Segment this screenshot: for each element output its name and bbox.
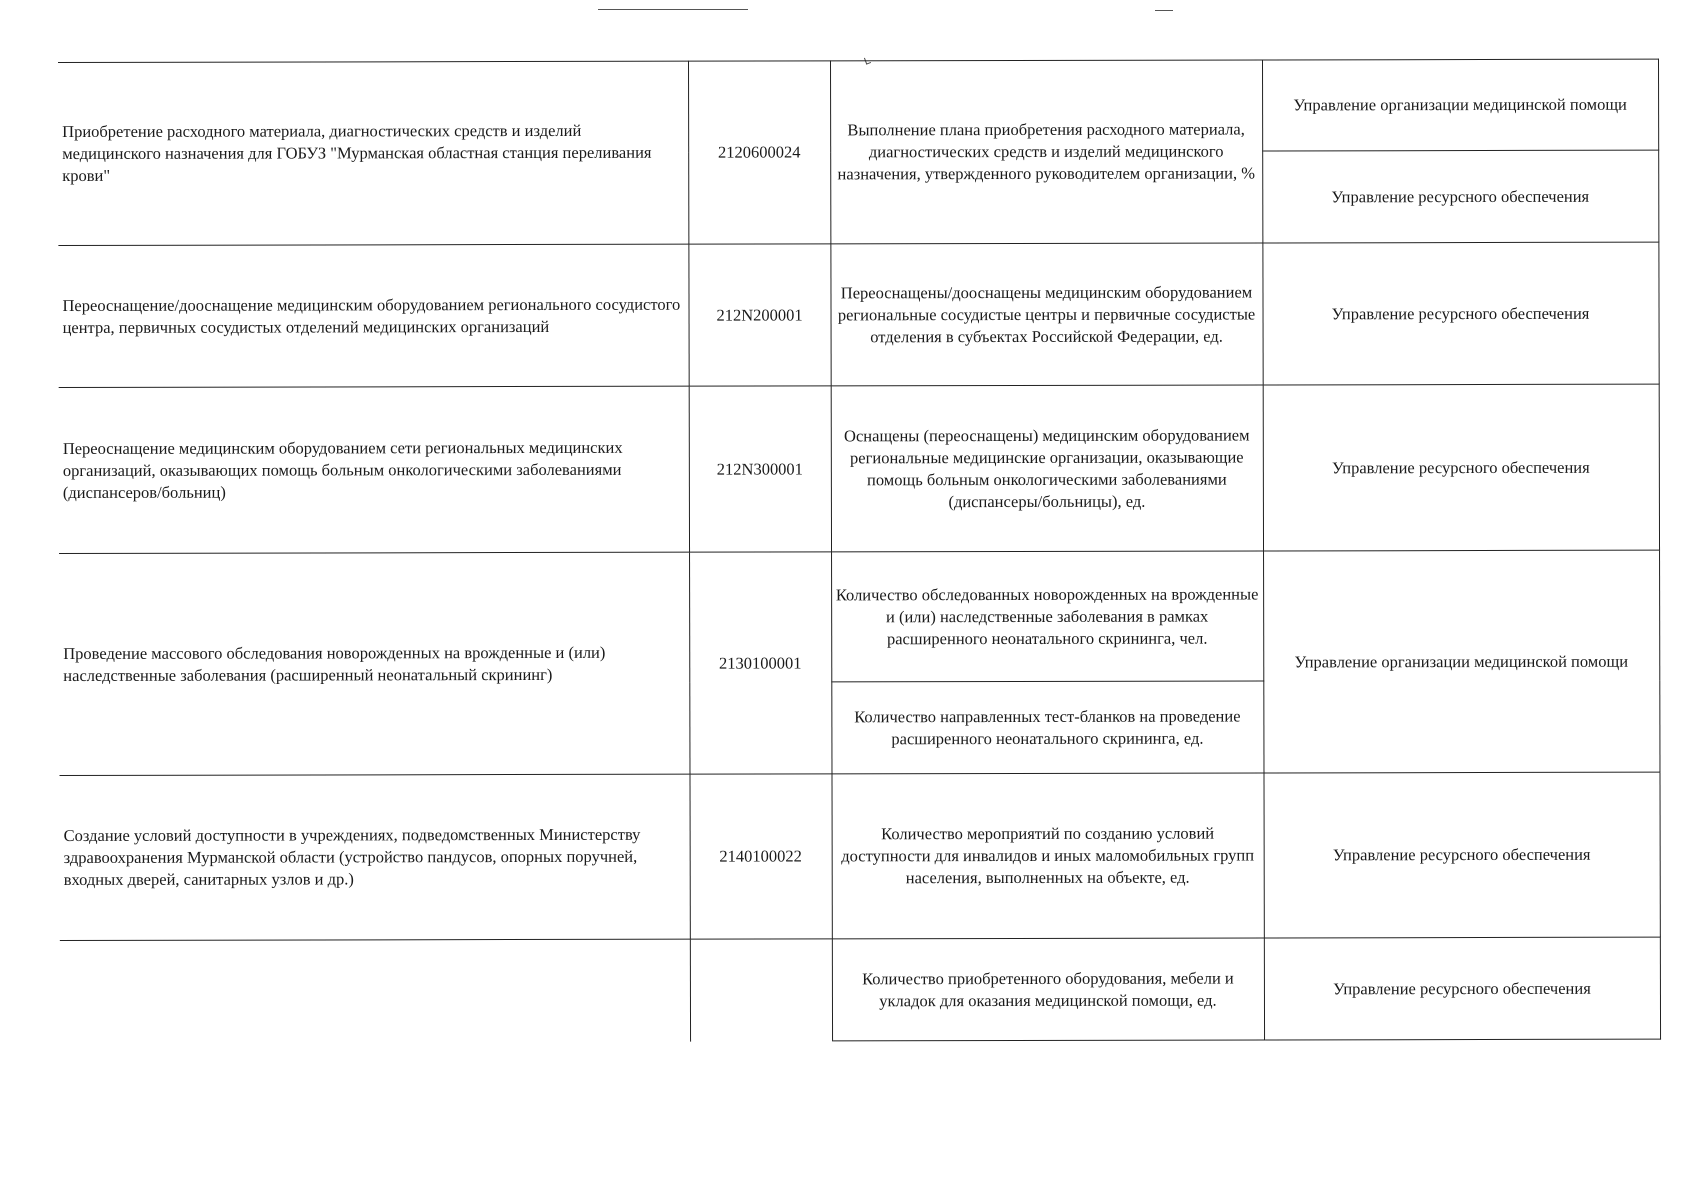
measure-name: Переоснащение медицинским оборудованием сети региональных медицинских организаций, оказывающих помощь больным онкологическими заболеваниями (диспансеров/больниц) [59,386,689,553]
measure-name: Проведение массового обследования новорожденных на врожденные и (или) наследственные заболевания (расширенный неонатальный скрининг) [59,552,689,775]
measure-code: 2120600024 [688,61,830,244]
measure-name: Переоснащение/дооснащение медицинским оборудованием регионального сосудистого центра, первичных сосудистых отделений медицинских организаций [58,244,688,387]
responsible-org: Управление организации медицинской помощи [1263,550,1659,773]
table-row [59,550,1659,683]
table-row [59,384,1659,553]
measure-code: 2130100001 [689,552,831,774]
responsible-org: Управление ресурсного обеспечения [1262,242,1658,385]
measure-code: 2140100022 [689,774,831,939]
measures-table [58,59,1661,1043]
measure-code [690,939,832,1041]
responsible-org: Управление ресурсного обеспечения [1262,150,1658,243]
scan-artifact [1155,10,1173,11]
table-row [58,242,1658,387]
table-row [58,59,1658,153]
measure-code: 212N200001 [688,244,830,386]
responsible-org: Управление организации медицинской помощи [1262,59,1658,151]
indicator-cell: Оснащены (переоснащены) медицинским оборудованием региональные медицинские организации, оказывающие помощь больным онкологическими заболеваниями (диспансеры/больницы), ед. [831,385,1263,552]
indicator-cell: Выполнение плана приобретения расходного материала, диагностических средств и изделий медицинского назначения, утвержденного руководителем организации, % [830,60,1262,244]
responsible-org: Управление ресурсного обеспечения [1263,384,1659,551]
indicator-cell: Переоснащены/дооснащены медицинским оборудованием региональные сосудистые центры и первичные сосудистые отделения в субъектах Российской Федерации, ед. [830,243,1262,386]
measure-name: Создание условий доступности в учреждениях, подведомственных Министерству здравоохранения Мурманской области (устройство пандусов, опорных поручней, входных дверей, санитарных узлов и др.) [59,774,689,940]
measure-name: Приобретение расходного материала, диагностических средств и изделий медицинского назначения для ГОБУЗ "Мурманская областная станция переливания крови" [58,61,688,245]
indicator-cell: Количество приобретенного оборудования, мебели и укладок для оказания медицинской помощи, ед. [832,938,1264,1041]
table-row [59,772,1659,940]
measure-code: 212N300001 [689,386,831,552]
responsible-org: Управление ресурсного обеспечения [1264,937,1660,1040]
indicator-cell: Количество обследованных новорожденных на врожденные и (или) наследственные заболевания в рамках расширенного неонатального скрининга, чел. [831,551,1263,682]
measure-name [60,939,690,1042]
indicator-cell: Количество направленных тест-бланков на проведение расширенного неонатального скрининга, ед. [831,681,1263,774]
indicator-cell: Количество мероприятий по созданию условий доступности для инвалидов и иных маломобильных групп населения, выполненных на объекте, ед. [831,773,1263,939]
responsible-org: Управление ресурсного обеспечения [1263,772,1659,938]
table-row [60,937,1660,1042]
scan-artifact [598,9,748,10]
